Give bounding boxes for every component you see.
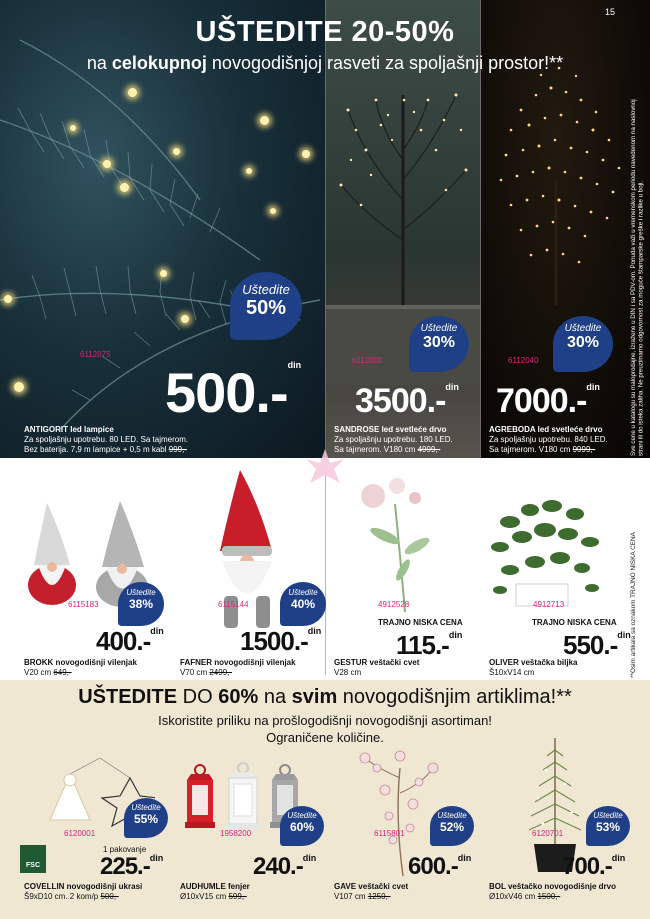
product-description: Ø10xV15 cm 599,- [180, 892, 247, 901]
product-price: 700.-$^{din}$ [562, 853, 626, 880]
disclaimer-text: Sve cene u katalogu su maloprodajne, izražene u DIN i sa PDV-om. Ponuda važi u vremenskom periodu navedenom na naslovnoj strani ili do isteka zaliha. Ne preuzimamo odgovornost za moguće štamparske greške i razlike u boji. [630, 99, 645, 456]
product-sku: 6112075 [80, 350, 111, 359]
artificial-plant-image [480, 492, 610, 612]
product-description: Š10xV14 cm [489, 668, 535, 677]
product-price: 500.-$^{din}$ [165, 360, 302, 424]
product-description: Za spoljašnju upotrebu. 180 LED. Sa tajmerom. V180 cm 4999,- [334, 435, 453, 454]
product-name: FAFNER novogodišnji vilenjak [180, 658, 296, 667]
savings-badge: Uštedite 30% [409, 316, 469, 372]
product-name: ANTIGORIT led lampice [24, 425, 114, 434]
product-name: BROKK novogodišnji vilenjak [24, 658, 137, 667]
savings-badge: Uštedite 40% [280, 582, 326, 626]
product-price: 225.-$^{din}$ [100, 853, 164, 880]
headline-title: UŠTEDITE 20-50% [195, 16, 455, 48]
product-name: AUDHUMLE fenjer [180, 882, 250, 891]
product-name: GAVE veštački cvet [334, 882, 409, 891]
product-description: V70 cm 2499,- [180, 668, 233, 677]
savings-badge: Uštedite 38% [118, 582, 164, 626]
savings-badge: Uštedite 53% [586, 806, 630, 846]
product-name: BOL veštačko novogodišnje drvo [489, 882, 616, 891]
product-name: COVELLIN novogodišnji ukrasi [24, 882, 143, 891]
product-price: 3500.-$^{din}$ [355, 382, 459, 420]
product-sku: 4912528 [378, 600, 410, 609]
product-name: OLIVER veštačka biljka [489, 658, 578, 667]
savings-badge: Uštedite 50% [230, 272, 302, 340]
product-description: Za spoljašnju upotrebu. 80 LED. Sa tajmerom. Bez baterija. 7,9 m lampice + 0,5 m kabl 999,- [24, 435, 189, 454]
side-note: **Osim artikala sa oznakom TRAJNO NISKA CENA [630, 532, 637, 678]
artificial-flower-image [345, 474, 445, 614]
bottom-headline: UŠTEDITE DO 60% na svim novogodišnjim artiklima!** [78, 686, 572, 708]
product-sku: 6120001 [64, 829, 96, 838]
product-sku: 6112040 [508, 356, 539, 365]
product-price: 600.-$^{din}$ [408, 853, 472, 880]
ornament-decoration [300, 445, 350, 487]
product-price: 550.-$^{din}$ [563, 630, 631, 660]
product-sku: 4912713 [533, 600, 565, 609]
product-name: AGREBODA led svetleće drvo [489, 425, 603, 434]
section-divider [325, 470, 326, 675]
product-price: 115.-$^{din}$ [396, 630, 463, 660]
product-price: 7000.-$^{din}$ [496, 382, 600, 420]
price-tag: TRAJNO NISKA CENA [378, 618, 463, 627]
savings-badge: Uštedite 30% [553, 316, 613, 372]
product-price: 240.-$^{din}$ [253, 853, 317, 880]
product-name: SANDROSE led svetleće drvo [334, 425, 447, 434]
price-tag: TRAJNO NISKA CENA [532, 618, 617, 627]
product-description: V28 cm [334, 668, 362, 677]
fsc-logo: FSC [20, 845, 46, 873]
product-sku: 1958200 [220, 829, 252, 838]
product-description: Š9xD10 cm. 2 kom/p 500,- [24, 892, 119, 901]
product-description: Ø10xV46 cm 1500,- [489, 892, 561, 901]
product-name: GESTUR veštački cvet [334, 658, 420, 667]
product-description: V20 cm 649,- [24, 668, 72, 677]
pack-label: 1 pakovanje [103, 845, 147, 854]
page-number: 15 [605, 7, 616, 17]
headline-subtitle: na celokupnoj novogodišnjoj rasveti za spoljašnji prostor!** [86, 53, 564, 73]
product-sku: 6115183 [68, 600, 99, 609]
savings-badge: Uštedite 60% [280, 806, 324, 846]
product-sku: 6120701 [532, 829, 564, 838]
product-price: 1500.-$^{din}$ [240, 626, 322, 656]
product-sku: 6115801 [374, 829, 405, 838]
product-price: 400.-$^{din}$ [96, 626, 164, 656]
product-description: V107 cm 1250,- [334, 892, 391, 901]
bottom-subheadline: Iskoristite priliku na prošlogodišnji novogodišnji asortiman! Ograničene količine. [158, 713, 492, 745]
savings-badge: Uštedite 55% [124, 798, 168, 838]
product-description: Za spoljašnju upotrebu. 840 LED. Sa tajmerom. V180 cm 9999,- [489, 435, 608, 454]
product-sku: 6112000 [352, 356, 383, 365]
savings-badge: Uštedite 52% [430, 806, 474, 846]
product-sku: 6115144 [218, 600, 249, 609]
